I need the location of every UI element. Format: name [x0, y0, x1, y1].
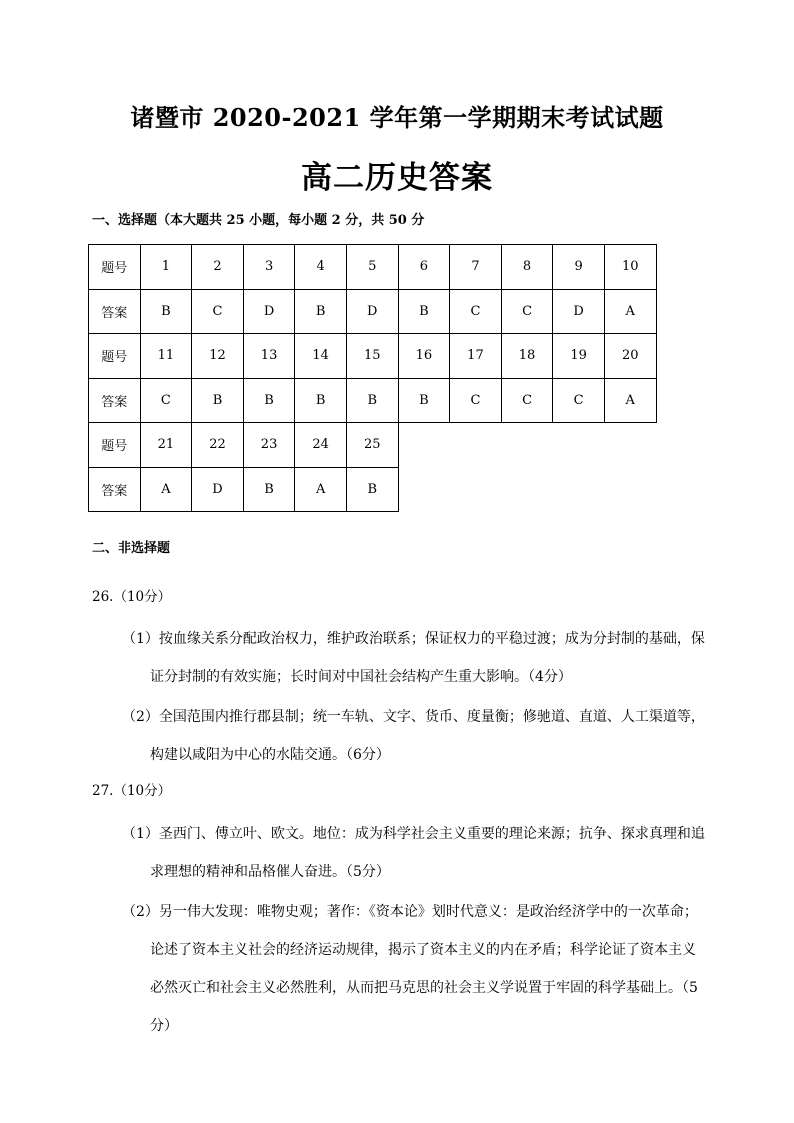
- q27-part2-num: （2）: [122, 904, 159, 920]
- q27-part2-line1: 另一伟大发现：唯物史观；著作：《资本论》划时代意义：是政治经济学中的一次革命；: [158, 904, 698, 920]
- q27-part1: [122, 815, 707, 891]
- answer-cell: B: [346, 467, 398, 512]
- number-cell: 7: [450, 245, 502, 290]
- empty-cell: [604, 467, 656, 512]
- answer-cell: A: [140, 467, 192, 512]
- answer-cell: C: [450, 378, 502, 423]
- q26-part2-num: （2）: [122, 709, 159, 725]
- q27-part2-line4: 分）: [150, 1018, 178, 1034]
- number-cell: 11: [140, 334, 192, 379]
- question-27-label: 27.（10分）: [92, 783, 172, 799]
- answer-row: [89, 289, 657, 334]
- number-cell: 12: [192, 334, 244, 379]
- number-cell: 4: [295, 245, 347, 290]
- empty-cell: [501, 423, 553, 468]
- answer-cell: B: [243, 467, 295, 512]
- answer-cell: A: [604, 289, 656, 334]
- number-cell: 25: [346, 423, 398, 468]
- answer-cell: C: [501, 289, 553, 334]
- question-26-label: 26.（10分）: [92, 589, 172, 605]
- answer-cell: A: [295, 467, 347, 512]
- number-cell: 15: [346, 334, 398, 379]
- q27-part2: [122, 893, 707, 1045]
- number-cell: 20: [604, 334, 656, 379]
- answer-cell: B: [398, 378, 450, 423]
- q26-part1-line1: 按血缘关系分配政治权力，维护政治联系；保证权力的平稳过渡；成为分封制的基础，保: [158, 631, 705, 647]
- answer-row-label: 答案: [89, 378, 141, 423]
- answer-cell: D: [192, 467, 244, 512]
- empty-cell: [450, 423, 502, 468]
- q26-part2-line1: 全国范围内推行郡县制；统一车轨、文字、货币、度量衡；修驰道、直道、人工渠道等，: [158, 709, 705, 725]
- q26-part2-line2: 构建以咸阳为中心的水陆交通。（6分）: [150, 747, 390, 763]
- answer-cell: C: [140, 378, 192, 423]
- empty-cell: [501, 467, 553, 512]
- q27-part1-line2: 求理想的精神和品格催人奋进。（5分）: [150, 864, 390, 880]
- q26-part1-num: （1）: [122, 631, 159, 647]
- number-cell: 18: [501, 334, 553, 379]
- number-cell: 23: [243, 423, 295, 468]
- answer-cell: D: [346, 289, 398, 334]
- empty-cell: [398, 467, 450, 512]
- answer-cell: B: [295, 378, 347, 423]
- number-cell: 6: [398, 245, 450, 290]
- number-row-label: 题号: [89, 245, 141, 290]
- number-cell: 22: [192, 423, 244, 468]
- q27-part2-line2: 论述了资本主义社会的经济运动规律，揭示了资本主义的内在矛盾；科学论证了资本主义: [150, 942, 696, 958]
- number-cell: 9: [553, 245, 605, 290]
- empty-cell: [604, 423, 656, 468]
- number-cell: 24: [295, 423, 347, 468]
- answer-cell: B: [346, 378, 398, 423]
- answer-row: [89, 467, 657, 512]
- exam-title: 诸暨市 2020-2021 学年第一学期期末考试试题: [130, 103, 664, 132]
- number-cell: 14: [295, 334, 347, 379]
- section-1-heading: 一、选择题（本大题共 25 小题，每小题 2 分，共 50 分: [92, 213, 425, 228]
- number-cell: 16: [398, 334, 450, 379]
- q26-part1: [122, 620, 707, 696]
- number-cell: 17: [450, 334, 502, 379]
- number-row-label: 题号: [89, 423, 141, 468]
- answer-cell: C: [450, 289, 502, 334]
- number-cell: 19: [553, 334, 605, 379]
- answer-row: [89, 378, 657, 423]
- answer-cell: C: [553, 378, 605, 423]
- number-cell: 5: [346, 245, 398, 290]
- answer-cell: B: [140, 289, 192, 334]
- q26-part1-line2: 证分封制的有效实施；长时间对中国社会结构产生重大影响。（4分）: [150, 669, 572, 685]
- answer-cell: B: [243, 378, 295, 423]
- number-row: [89, 245, 657, 290]
- answer-cell: C: [192, 289, 244, 334]
- answer-row-label: 答案: [89, 289, 141, 334]
- answer-cell: A: [604, 378, 656, 423]
- number-cell: 3: [243, 245, 295, 290]
- answer-cell: D: [553, 289, 605, 334]
- q27-part2-line3: 必然灭亡和社会主义必然胜利，从而把马克思的社会主义学说置于牢固的科学基础上。（5: [150, 980, 698, 996]
- answer-cell: B: [192, 378, 244, 423]
- number-cell: 21: [140, 423, 192, 468]
- answer-cell: B: [295, 289, 347, 334]
- answer-table: [88, 244, 657, 512]
- number-cell: 10: [604, 245, 656, 290]
- number-row: [89, 334, 657, 379]
- empty-cell: [553, 423, 605, 468]
- answer-subtitle: 高二历史答案: [301, 160, 493, 196]
- empty-cell: [450, 467, 502, 512]
- number-cell: 1: [140, 245, 192, 290]
- empty-cell: [398, 423, 450, 468]
- q26-part2: [122, 698, 707, 774]
- answer-row-label: 答案: [89, 467, 141, 512]
- answer-cell: C: [501, 378, 553, 423]
- number-row: [89, 423, 657, 468]
- answer-cell: B: [398, 289, 450, 334]
- section-2-heading: 二、非选择题: [92, 541, 171, 556]
- number-cell: 2: [192, 245, 244, 290]
- empty-cell: [553, 467, 605, 512]
- number-row-label: 题号: [89, 334, 141, 379]
- answer-cell: D: [243, 289, 295, 334]
- q27-part1-num: （1）: [122, 826, 159, 842]
- number-cell: 8: [501, 245, 553, 290]
- number-cell: 13: [243, 334, 295, 379]
- q27-part1-line1: 圣西门、傅立叶、欧文。地位：成为科学社会主义重要的理论来源；抗争、探求真理和追: [158, 826, 705, 842]
